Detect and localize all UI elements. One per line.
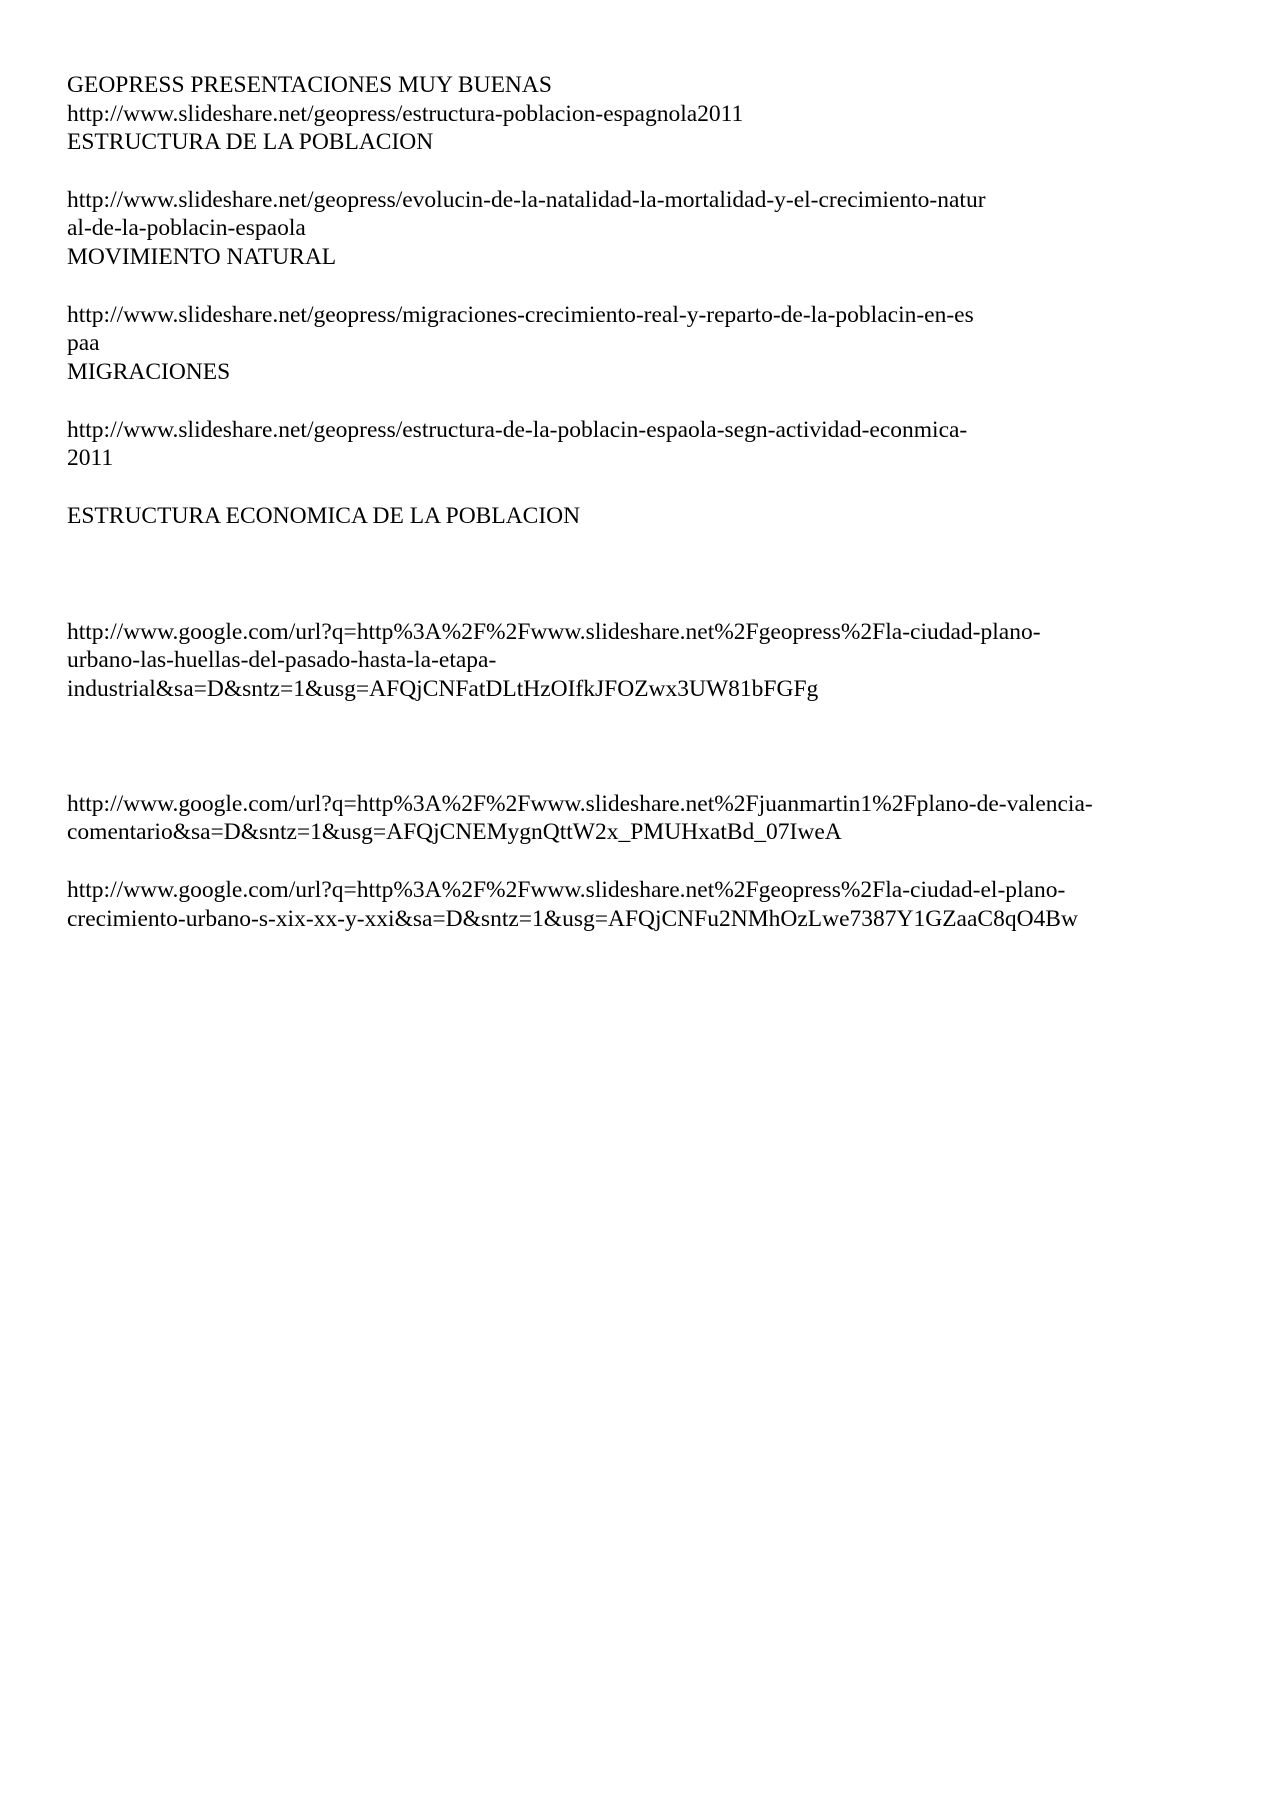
link-estructura-economica-line-1[interactable]: http://www.slideshare.net/geopress/estructura-de-la-poblacin-espaola-segn-actividad-econmica-	[67, 417, 968, 443]
google-link-plano-valencia-line-2[interactable]: comentario&sa=D&sntz=1&usg=AFQjCNEMygnQttW2x_PMUHxatBd_07IweA	[67, 819, 842, 845]
google-link-crecimiento-urbano-line-2[interactable]: crecimiento-urbano-s-xix-xx-y-xxi&sa=D&sntz=1&usg=AFQjCNFu2NMhOzLwe7387Y1GZaaC8qO4Bw	[67, 906, 1078, 932]
google-link-ciudad-plano-line-3[interactable]: industrial&sa=D&sntz=1&usg=AFQjCNFatDLtHzOIfkJFOZwx3UW81bFGFg	[67, 676, 819, 702]
document-heading: GEOPRESS PRESENTACIONES MUY BUENAS	[67, 72, 552, 98]
link-estructura-poblacion[interactable]: http://www.slideshare.net/geopress/estructura-poblacion-espagnola2011	[67, 101, 744, 127]
title-estructura-poblacion: ESTRUCTURA DE LA POBLACION	[67, 129, 434, 155]
link-migraciones-line-1[interactable]: http://www.slideshare.net/geopress/migraciones-crecimiento-real-y-reparto-de-la-poblacin-en-es	[67, 302, 974, 328]
link-migraciones-line-2[interactable]: paa	[67, 330, 100, 356]
link-estructura-economica-line-2[interactable]: 2011	[67, 445, 114, 471]
link-movimiento-natural-line-2[interactable]: al-de-la-poblacin-espaola	[67, 215, 306, 241]
google-link-crecimiento-urbano-line-1[interactable]: http://www.google.com/url?q=http%3A%2F%2Fwww.slideshare.net%2Fgeopress%2Fla-ciudad-el-plano-	[67, 877, 1066, 903]
title-movimiento-natural: MOVIMIENTO NATURAL	[67, 244, 337, 270]
google-link-ciudad-plano-line-1[interactable]: http://www.google.com/url?q=http%3A%2F%2Fwww.slideshare.net%2Fgeopress%2Fla-ciudad-plano-	[67, 619, 1041, 645]
title-migraciones: MIGRACIONES	[67, 359, 231, 385]
google-link-ciudad-plano-line-2[interactable]: urbano-las-huellas-del-pasado-hasta-la-etapa-	[67, 647, 497, 673]
title-estructura-economica: ESTRUCTURA ECONOMICA DE LA POBLACION	[67, 503, 581, 529]
link-movimiento-natural-line-1[interactable]: http://www.slideshare.net/geopress/evolucin-de-la-natalidad-la-mortalidad-y-el-crecimiento-natur	[67, 187, 986, 213]
google-link-plano-valencia-line-1[interactable]: http://www.google.com/url?q=http%3A%2F%2Fwww.slideshare.net%2Fjuanmartin1%2Fplano-de-valencia-	[67, 791, 1093, 817]
